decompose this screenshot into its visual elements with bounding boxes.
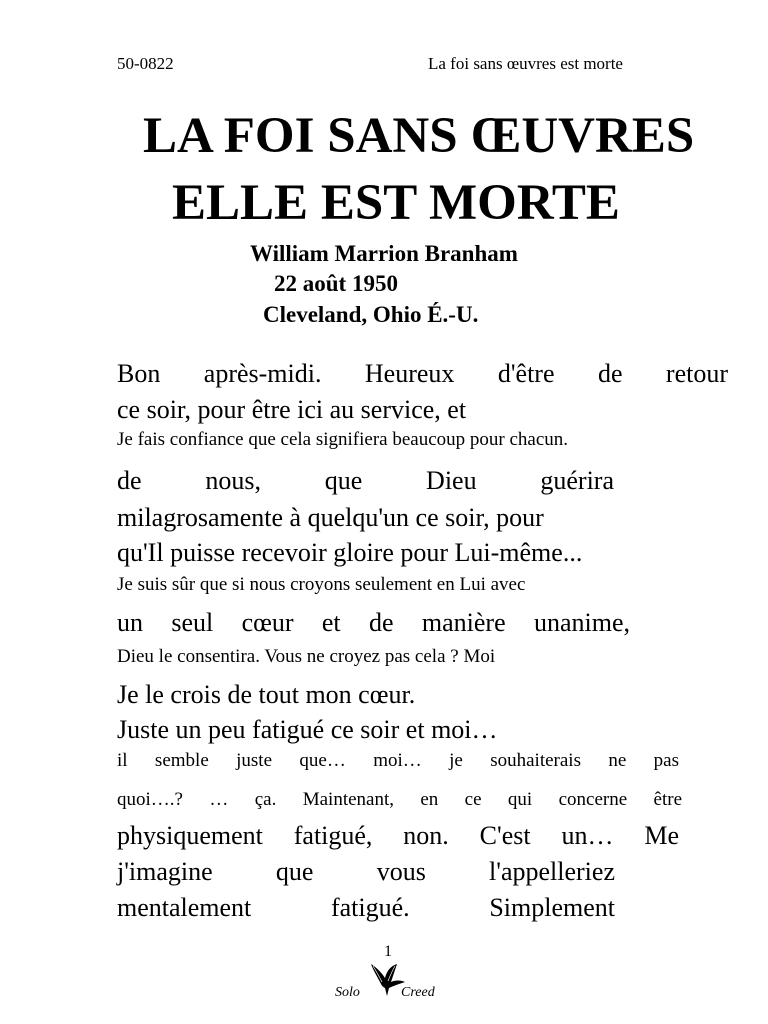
eagle-icon	[371, 964, 405, 996]
body-line: de nous, que Dieu guérira	[117, 466, 614, 495]
body-line: quoi….? … ça. Maintenant, en ce qui concerne être	[117, 789, 682, 810]
body-line: Je fais confiance que cela signifiera beaucoup pour chacun.	[117, 429, 569, 450]
body-line: milagrosamente à quelqu'un ce soir, pour	[117, 503, 544, 532]
logo-text-right: Creed	[401, 985, 435, 1000]
body-line: Dieu le consentira. Vous ne croyez pas cela ? Moi	[117, 646, 496, 667]
body-line: Je le crois de tout mon cœur.	[117, 680, 416, 709]
author: William Marrion Branham	[250, 241, 518, 266]
running-title: La foi sans œuvres est morte	[428, 54, 623, 73]
body-line: physiquement fatigué, non. C'est un… Me	[117, 821, 679, 850]
sermon-place: Cleveland, Ohio É.-U.	[263, 302, 479, 327]
sermon-date: 22 août 1950	[274, 271, 398, 296]
body-line: un seul cœur et de manière unanime,	[117, 608, 630, 637]
title-line-1: LA FOI SANS ŒUVRES	[143, 108, 695, 164]
body-line: j'imagine que vous l'appelleriez	[117, 857, 615, 886]
body-line: mentalement fatigué. Simplement	[117, 893, 615, 922]
page-number: 1	[384, 943, 392, 960]
solo-creed-logo	[333, 962, 448, 1004]
title-line-2: ELLE EST MORTE	[172, 175, 620, 231]
body-line: qu'Il puisse recevoir gloire pour Lui-même...	[117, 538, 583, 567]
body-line: Je suis sûr que si nous croyons seulement en Lui avec	[117, 574, 526, 595]
body-line: ce soir, pour être ici au service, et	[117, 395, 467, 424]
document-code: 50-0822	[117, 54, 174, 73]
body-line: Juste un peu fatigué ce soir et moi…	[117, 715, 498, 744]
body-line: il semble juste que… moi… je souhaiterais ne pas	[117, 750, 679, 771]
logo-text-left: Solo	[335, 985, 360, 1000]
body-line: Bon après-midi. Heureux d'être de retour	[117, 359, 728, 388]
